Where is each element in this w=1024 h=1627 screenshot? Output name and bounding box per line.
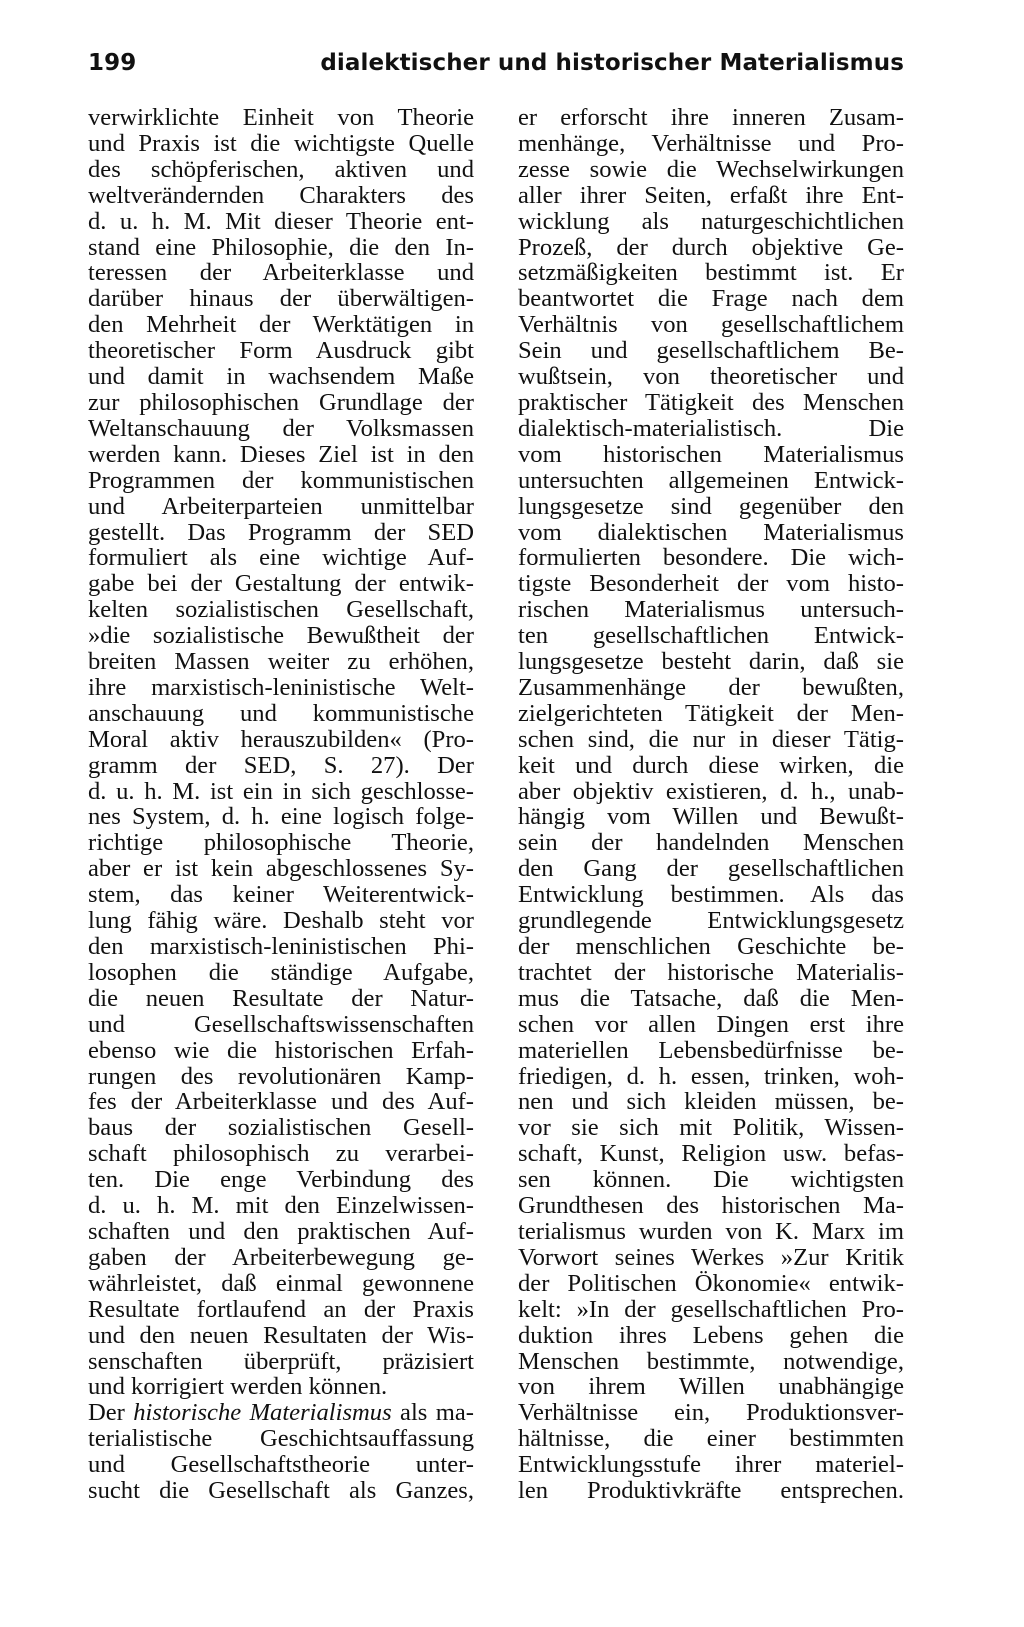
text-line: d. u. h. M. Mit dieser Theorie ent- bbox=[88, 207, 474, 235]
text-line: beantwortet die Frage nach dem bbox=[518, 285, 904, 313]
text-line: Verhältnis von gesellschaftlichem bbox=[518, 311, 904, 339]
text-line: tigste Besonderheit der vom histo- bbox=[518, 570, 904, 598]
text-line: terialistische Geschichtsauffassung bbox=[88, 1425, 474, 1453]
text-line: nen und sich kleiden müssen, be- bbox=[518, 1088, 904, 1116]
text-line: Grundthesen des historischen Ma- bbox=[518, 1192, 904, 1220]
text-line: vom dialektischen Materialismus bbox=[518, 518, 904, 546]
text-line: gabe bei der Gestaltung der entwik- bbox=[88, 570, 474, 598]
italic-term: historische Materialismus bbox=[133, 1399, 392, 1427]
text-line: setzmäßigkeiten bestimmt ist. Er bbox=[518, 259, 904, 287]
text-line: und Gesellschaftstheorie unter- bbox=[88, 1451, 474, 1479]
text-line: formuliert als eine wichtige Auf- bbox=[88, 544, 474, 572]
text-line: zesse sowie die Wechselwirkungen bbox=[518, 155, 904, 183]
text-line: währleistet, daß einmal gewonnene bbox=[88, 1269, 474, 1297]
text-line: verwirklichte Einheit von Theorie bbox=[88, 105, 474, 131]
text-line: senschaften überprüft, präzisiert bbox=[88, 1347, 474, 1375]
text-line: theoretischer Form Ausdruck gibt bbox=[88, 337, 474, 365]
text-line: friedigen, d. h. essen, trinken, woh- bbox=[518, 1062, 904, 1090]
text-line: werden kann. Dieses Ziel ist in den bbox=[88, 440, 474, 468]
text-line: gramm der SED, S. 27). Der bbox=[88, 751, 474, 779]
text-line: und Arbeiterparteien unmittelbar bbox=[88, 492, 474, 520]
text-line bbox=[88, 1400, 474, 1426]
text-line: terialismus wurden von K. Marx im bbox=[518, 1217, 904, 1245]
text-line: zur philosophischen Grundlage der bbox=[88, 388, 474, 416]
text-line: lungsgesetze besteht darin, daß sie bbox=[518, 648, 904, 676]
text-line: teressen der Arbeiterklasse und bbox=[88, 259, 474, 287]
text-line: ihre marxistisch-leninistische Welt- bbox=[88, 673, 474, 701]
text-line: nes System, d. h. eine logisch folge- bbox=[88, 803, 474, 831]
left-text-column bbox=[88, 105, 474, 1504]
text-line: menhänge, Verhältnisse und Pro- bbox=[518, 129, 904, 157]
text-line: richtige philosophische Theorie, bbox=[88, 829, 474, 857]
text-line: Sein und gesellschaftlichem Be- bbox=[518, 337, 904, 365]
text-line: Verhältnisse ein, Produktionsver- bbox=[518, 1399, 904, 1427]
text-line: duktion ihres Lebens gehen die bbox=[518, 1321, 904, 1349]
text-line: aller ihrer Seiten, erfaßt ihre Ent- bbox=[518, 181, 904, 209]
text-line: den marxistisch-leninistischen Phi- bbox=[88, 933, 474, 960]
text-line: untersuchten allgemeinen Entwick- bbox=[518, 466, 904, 494]
page-number: 199 bbox=[88, 50, 137, 76]
text-line: Programmen der kommunistischen bbox=[88, 466, 474, 494]
text-line: »die sozialistische Bewußtheit der bbox=[88, 622, 474, 650]
text-line: zielgerichteten Tätigkeit der Men- bbox=[518, 699, 904, 727]
text-line: und Gesellschaftswissenschaften bbox=[88, 1010, 474, 1038]
text-line: Resultate fortlaufend an der Praxis bbox=[88, 1295, 474, 1323]
text-line: sen können. Die wichtigsten bbox=[518, 1166, 904, 1194]
text-line: der Politischen Ökonomie« entwik- bbox=[518, 1269, 904, 1297]
text-fragment: als ma- bbox=[391, 1399, 474, 1427]
text-fragment: Der bbox=[88, 1399, 134, 1427]
text-line: Menschen bestimmte, notwendige, bbox=[518, 1347, 904, 1375]
text-line: und korrigiert werden können. bbox=[88, 1373, 388, 1401]
text-line: Weltanschauung der Volksmassen bbox=[88, 414, 474, 442]
text-line: sucht die Gesellschaft als Ganzes, bbox=[88, 1477, 474, 1504]
text-line: den Gang der gesellschaftlichen bbox=[518, 855, 904, 883]
text-line: praktischer Tätigkeit des Menschen bbox=[518, 388, 904, 416]
text-line: Entwicklungsstufe ihrer materiel- bbox=[518, 1451, 904, 1479]
text-line: er erforscht ihre inneren Zusam- bbox=[518, 105, 904, 131]
text-line: baus der sozialistischen Gesell- bbox=[88, 1114, 474, 1142]
text-line: losophen die ständige Aufgabe, bbox=[88, 958, 474, 986]
text-line: Moral aktiv herauszubilden« (Pro- bbox=[88, 725, 474, 753]
text-line: vom historischen Materialismus bbox=[518, 440, 904, 468]
text-line: kelt: »In der gesellschaftlichen Pro- bbox=[518, 1295, 904, 1323]
text-line: wußtsein, von theoretischer und bbox=[518, 363, 904, 391]
text-line: von ihrem Willen unabhängige bbox=[518, 1373, 904, 1401]
text-line: anschauung und kommunistische bbox=[88, 699, 474, 727]
text-line: fes der Arbeiterklasse und des Auf- bbox=[88, 1088, 474, 1116]
text-line: gaben der Arbeiterbewegung ge- bbox=[88, 1243, 474, 1271]
page-header bbox=[82, 50, 904, 90]
text-line: Prozeß, der durch objektive Ge- bbox=[518, 233, 904, 261]
text-line: den Mehrheit der Werktätigen in bbox=[88, 311, 474, 339]
text-line: ten gesellschaftlichen Entwick- bbox=[518, 622, 904, 650]
text-line: und den neuen Resultaten der Wis- bbox=[88, 1321, 474, 1349]
text-line: aber er ist kein abgeschlossenes Sy- bbox=[88, 855, 474, 883]
text-line: der menschlichen Geschichte be- bbox=[518, 933, 904, 960]
text-line: aber objektiv existieren, d. h., unab- bbox=[518, 777, 904, 805]
text-line: rischen Materialismus untersuch- bbox=[518, 596, 904, 624]
text-line: d. u. h. M. ist ein in sich geschlosse- bbox=[88, 777, 474, 805]
running-title: dialektischer und historischer Materialismus bbox=[320, 50, 904, 76]
text-line: vor sie sich mit Politik, Wissen- bbox=[518, 1114, 904, 1142]
text-line: formulierten besondere. Die wich- bbox=[518, 544, 904, 572]
text-line: weltverändernden Charakters des bbox=[88, 181, 474, 209]
text-line: sein der handelnden Menschen bbox=[518, 829, 904, 857]
text-line: Zusammenhänge der bewußten, bbox=[518, 673, 904, 701]
text-line: Vorwort seines Werkes »Zur Kritik bbox=[518, 1243, 904, 1271]
text-line: stem, das keiner Weiterentwick- bbox=[88, 881, 474, 909]
text-line: ebenso wie die historischen Erfah- bbox=[88, 1036, 474, 1064]
text-line: schaft philosophisch zu verarbei- bbox=[88, 1140, 474, 1168]
text-line: d. u. h. M. mit den Einzelwissen- bbox=[88, 1192, 474, 1220]
right-text-column bbox=[518, 105, 904, 1504]
text-line: des schöpferischen, aktiven und bbox=[88, 155, 474, 183]
text-line: lung fähig wäre. Deshalb steht vor bbox=[88, 907, 474, 935]
text-line: schen vor allen Dingen erst ihre bbox=[518, 1010, 904, 1038]
text-line: kelten sozialistischen Gesellschaft, bbox=[88, 596, 474, 624]
text-line: Entwicklung bestimmen. Als das bbox=[518, 881, 904, 909]
text-line: schaft, Kunst, Religion usw. befas- bbox=[518, 1140, 904, 1168]
text-line: stand eine Philosophie, die den In- bbox=[88, 233, 474, 261]
text-line: breiten Massen weiter zu erhöhen, bbox=[88, 648, 474, 676]
text-line: len Produktivkräfte entsprechen. bbox=[518, 1477, 904, 1504]
text-line: hältnisse, die einer bestimmten bbox=[518, 1425, 904, 1453]
text-line: grundlegende Entwicklungsgesetz bbox=[518, 907, 904, 935]
text-line: materiellen Lebensbedürfnisse be- bbox=[518, 1036, 904, 1064]
text-line: dialektisch-materialistisch. Die bbox=[518, 414, 904, 442]
text-line: ten. Die enge Verbindung des bbox=[88, 1166, 474, 1194]
text-line: trachtet der historische Materialis- bbox=[518, 958, 904, 986]
text-line: rungen des revolutionären Kamp- bbox=[88, 1062, 474, 1090]
text-line: und Praxis ist die wichtigste Quelle bbox=[88, 129, 474, 157]
text-line: gestellt. Das Programm der SED bbox=[88, 518, 474, 546]
text-line: und damit in wachsendem Maße bbox=[88, 363, 474, 391]
text-line: lungsgesetze sind gegenüber den bbox=[518, 492, 904, 520]
text-line: keit und durch diese wirken, die bbox=[518, 751, 904, 779]
text-line: darüber hinaus der überwältigen- bbox=[88, 285, 474, 313]
text-line: hängig vom Willen und Bewußt- bbox=[518, 803, 904, 831]
text-line: schaften und den praktischen Auf- bbox=[88, 1217, 474, 1245]
text-line: die neuen Resultate der Natur- bbox=[88, 984, 474, 1012]
text-line: schen sind, die nur in dieser Tätig- bbox=[518, 725, 904, 753]
text-line: mus die Tatsache, daß die Men- bbox=[518, 984, 904, 1012]
text-line: wicklung als naturgeschichtlichen bbox=[518, 207, 904, 235]
